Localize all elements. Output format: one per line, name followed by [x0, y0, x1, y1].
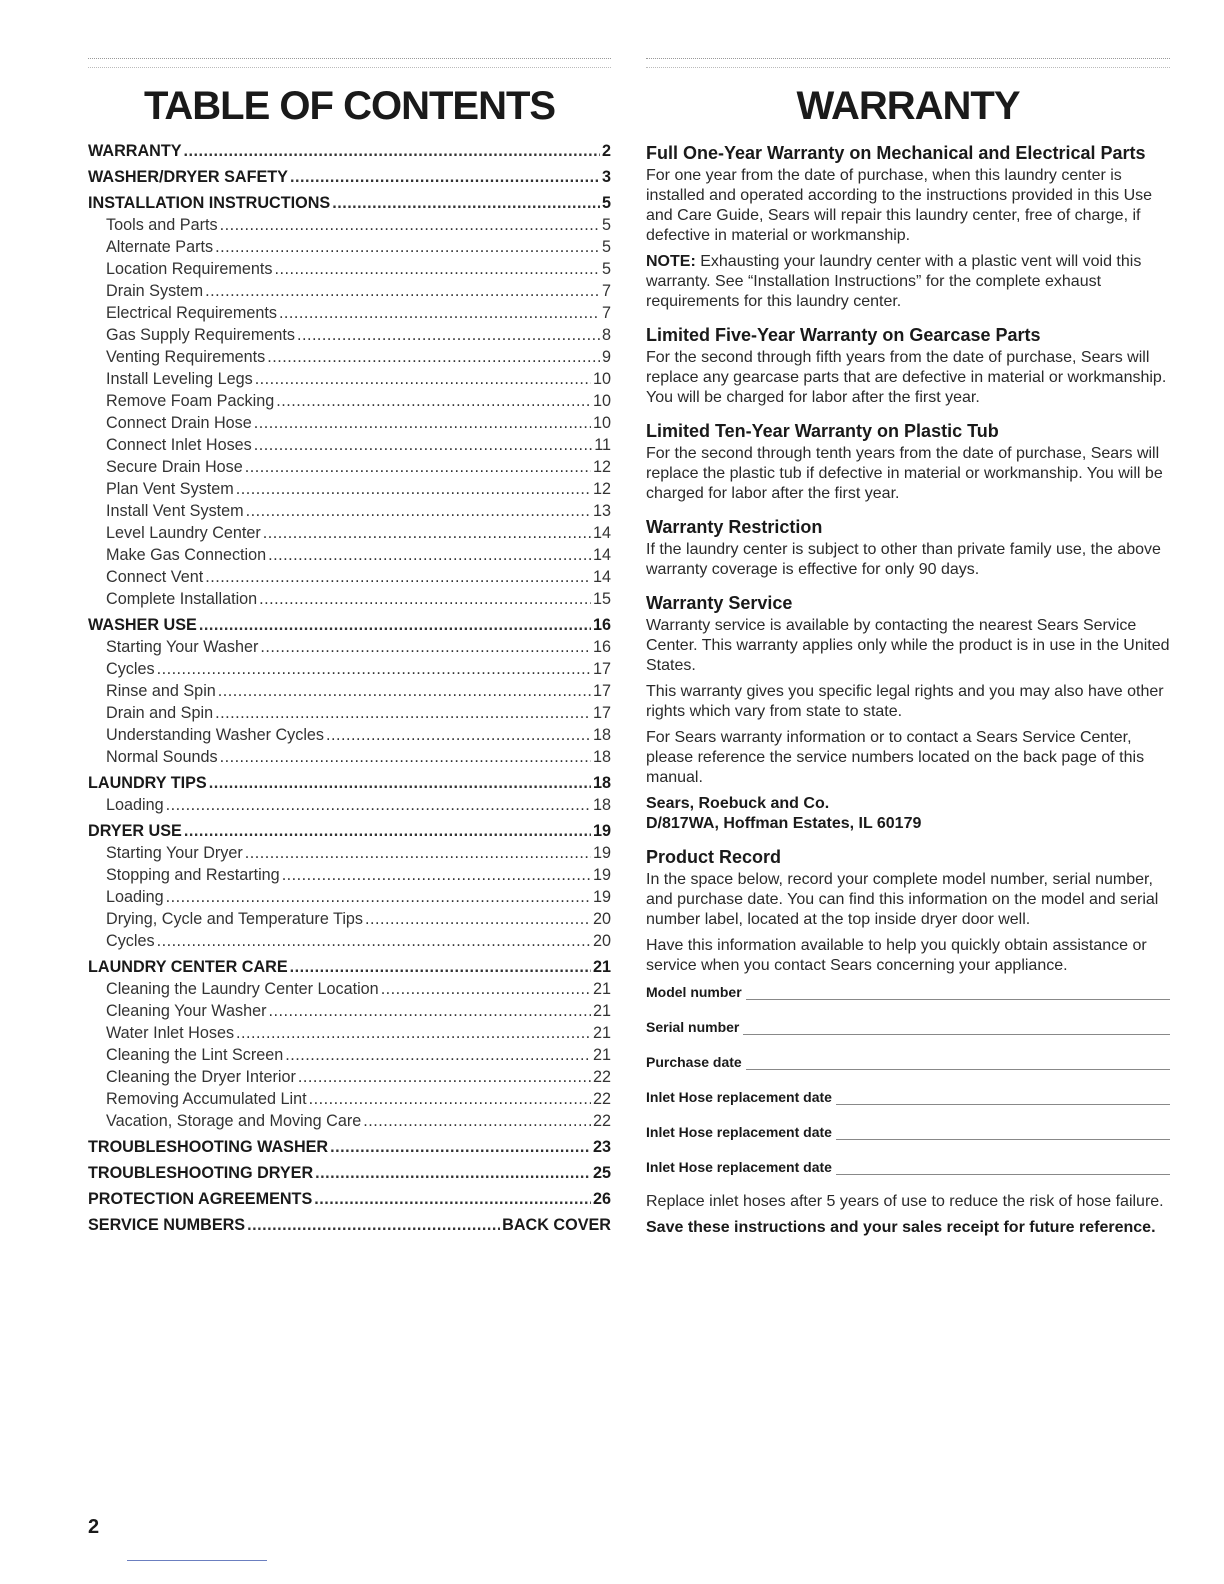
toc-leader-dots — [166, 794, 591, 816]
toc-entry-label: Drain System — [106, 282, 204, 300]
record-field-line[interactable] — [743, 1020, 1170, 1035]
toc-leader-dots — [268, 544, 591, 566]
toc-entry-label: Connect Drain Hose — [106, 414, 252, 432]
toc-entry[interactable] — [88, 636, 611, 658]
toc-leader-dots — [199, 614, 591, 636]
toc-entry-label: Install Vent System — [106, 502, 244, 520]
toc-entry-label: Gas Supply Requirements — [106, 326, 295, 344]
toc-entry-page: BACK COVER — [502, 1216, 611, 1234]
five-year-section — [646, 324, 1170, 408]
toc-entry-page: 8 — [601, 326, 611, 344]
toc-entry-label: Understanding Washer Cycles — [106, 726, 325, 744]
toc-entry-label: Level Laundry Center — [106, 524, 261, 542]
toc-entry-page: 18 — [592, 726, 611, 744]
toc-leader-dots — [332, 192, 600, 214]
toc-leader-dots — [184, 140, 600, 162]
record-field-purchase-date — [646, 1052, 1170, 1070]
record-field-label: Purchase date — [646, 1054, 742, 1070]
toc-entry-label: Location Requirements — [106, 260, 273, 278]
toc-leader-dots — [236, 1022, 591, 1044]
toc-entry-label: Stopping and Restarting — [106, 866, 280, 884]
toc-entry-page: 17 — [592, 704, 611, 722]
toc-entry-page: 19 — [592, 844, 611, 862]
toc-entry-label: Connect Vent — [106, 568, 204, 586]
service-text-3: For Sears warranty information or to contact a Sears Service Center, please reference the service numbers located on the back page of this manual. — [646, 729, 1145, 786]
toc-entry-label: Secure Drain Hose — [106, 458, 243, 476]
toc-entry-page: 21 — [592, 1024, 611, 1042]
toc-entry-label: Loading — [106, 888, 164, 906]
toc-entry-label: Electrical Requirements — [106, 304, 277, 322]
toc-entry[interactable] — [88, 1000, 611, 1022]
toc-entry[interactable] — [88, 166, 611, 188]
record-field-hose-date-2 — [646, 1122, 1170, 1140]
toc-entry-label: Make Gas Connection — [106, 546, 267, 564]
toc-entry-page: 12 — [592, 480, 611, 498]
record-field-line[interactable] — [836, 1125, 1170, 1140]
toc-leader-dots — [260, 636, 591, 658]
service-heading: Warranty Service — [646, 593, 793, 613]
toc-entry-label: Cleaning Your Washer — [106, 1002, 267, 1020]
toc-top-rule — [88, 58, 611, 68]
toc-leader-dots — [259, 588, 591, 610]
toc-entry-page: 13 — [592, 502, 611, 520]
toc-entry[interactable] — [88, 544, 611, 566]
toc-entry-page: 10 — [592, 414, 611, 432]
record-field-model — [646, 982, 1170, 1000]
toc-entry-page: 17 — [592, 682, 611, 700]
toc-entry-page: 5 — [601, 216, 611, 234]
toc-entry-page: 19 — [592, 888, 611, 906]
restriction-heading: Warranty Restriction — [646, 517, 823, 537]
ten-year-text: For the second through tenth years from the date of purchase, Sears will replace the plastic tub if defective in material or workmanship. You will be charged for labor after the first year. — [646, 445, 1163, 502]
toc-entry-page: 14 — [592, 524, 611, 542]
full-warranty-heading: Full One-Year Warranty on Mechanical and Electrical Parts — [646, 143, 1146, 163]
toc-entry-label: Venting Requirements — [106, 348, 266, 366]
toc-entry-page: 22 — [592, 1112, 611, 1130]
toc-entry-page: 23 — [592, 1138, 611, 1156]
record-field-label: Inlet Hose replacement date — [646, 1089, 832, 1105]
toc-entry[interactable] — [88, 1022, 611, 1044]
page-number: 2 — [88, 1516, 100, 1538]
service-text-1: Warranty service is available by contacting the nearest Sears Service Center. This warranty applies only while the product is in use in the United States. — [646, 617, 1170, 674]
toc-entry[interactable] — [88, 478, 611, 500]
toc-entry[interactable] — [88, 1066, 611, 1088]
toc-entry-label: Cycles — [106, 660, 155, 678]
toc-entry-label: Starting Your Washer — [106, 638, 259, 656]
toc-leader-dots — [215, 236, 600, 258]
toc-entry-page: 16 — [592, 638, 611, 656]
toc-entry[interactable] — [88, 434, 611, 456]
toc-entry[interactable] — [88, 772, 611, 794]
five-year-text: For the second through fifth years from the date of purchase, Sears will replace any gearcase parts that are defective in material or workmanship. You will be charged for labor after the first year. — [646, 349, 1167, 406]
toc-entry-page: 10 — [592, 392, 611, 410]
record-fields — [646, 982, 1170, 1175]
toc-leader-dots — [184, 820, 591, 842]
toc-entry-label: Complete Installation — [106, 590, 258, 608]
toc-entry-page: 20 — [592, 932, 611, 950]
warranty-top-rule — [646, 58, 1170, 68]
toc-entry[interactable] — [88, 1044, 611, 1066]
record-field-line[interactable] — [746, 1055, 1170, 1070]
toc-entry-page: 10 — [592, 370, 611, 388]
toc-entry[interactable] — [88, 324, 611, 346]
toc-entry-page: 15 — [592, 590, 611, 608]
toc-leader-dots — [247, 1214, 500, 1236]
toc-entry-page: 2 — [601, 142, 611, 160]
toc-entry-label: LAUNDRY CENTER CARE — [88, 958, 288, 976]
toc-entry[interactable] — [88, 724, 611, 746]
toc-entry-page: 7 — [601, 282, 611, 300]
toc-entry-page: 18 — [592, 796, 611, 814]
toc-leader-dots — [263, 522, 591, 544]
toc-entry-label: Normal Sounds — [106, 748, 218, 766]
toc-column — [88, 58, 611, 1236]
five-year-heading: Limited Five-Year Warranty on Gearcase Parts — [646, 325, 1041, 345]
toc-entry-label: Tools and Parts — [106, 216, 218, 234]
toc-entry-label: Install Leveling Legs — [106, 370, 253, 388]
toc-entry-label: Cleaning the Dryer Interior — [106, 1068, 296, 1086]
toc-entry[interactable] — [88, 886, 611, 908]
toc-entry-label: Plan Vent System — [106, 480, 234, 498]
warranty-title: WARRANTY — [796, 84, 1020, 128]
toc-entry-page: 19 — [592, 866, 611, 884]
toc-entry[interactable] — [88, 908, 611, 930]
toc-entry[interactable] — [88, 214, 611, 236]
record-field-label: Serial number — [646, 1019, 740, 1035]
toc-entry-label: Alternate Parts — [106, 238, 214, 256]
toc-entry[interactable] — [88, 978, 611, 1000]
toc-leader-dots — [209, 772, 591, 794]
toc-entry[interactable] — [88, 368, 611, 390]
toc-leader-dots — [298, 1066, 591, 1088]
toc-leader-dots — [220, 214, 600, 236]
toc-entry-page: 12 — [592, 458, 611, 476]
toc-entry-label: Rinse and Spin — [106, 682, 216, 700]
toc-entry-label: Removing Accumulated Lint — [106, 1090, 307, 1108]
record-field-hose-date-3 — [646, 1157, 1170, 1175]
replace-hoses-text: Replace inlet hoses after 5 years of use to reduce the risk of hose failure. — [646, 1193, 1164, 1210]
toc-entry[interactable] — [88, 614, 611, 636]
toc-entry-page: 7 — [601, 304, 611, 322]
toc-leader-dots — [236, 478, 591, 500]
toc-entry-page: 21 — [592, 980, 611, 998]
toc-entry-label: LAUNDRY TIPS — [88, 774, 207, 792]
record-field-serial — [646, 1017, 1170, 1035]
toc-entry-page: 21 — [592, 958, 611, 976]
full-warranty-note — [646, 252, 1170, 312]
toc-entry[interactable] — [88, 680, 611, 702]
toc-entry-page: 21 — [592, 1002, 611, 1020]
product-record-text-2: Have this information available to help you quickly obtain assistance or service when you contact Sears concerning your appliance. — [646, 937, 1147, 974]
full-warranty-section — [646, 142, 1170, 312]
toc-entry[interactable] — [88, 522, 611, 544]
toc-entry-page: 22 — [592, 1068, 611, 1086]
toc-leader-dots — [290, 166, 600, 188]
toc-entry-page: 22 — [592, 1090, 611, 1108]
toc-entry-page: 26 — [592, 1190, 611, 1208]
toc-entry-label: Drying, Cycle and Temperature Tips — [106, 910, 364, 928]
service-text-2: This warranty gives you specific legal rights and you may also have other rights which vary from state to state. — [646, 683, 1164, 720]
toc-entry-page: 14 — [592, 546, 611, 564]
toc-leader-dots — [330, 1136, 591, 1158]
toc-entry-label: Water Inlet Hoses — [106, 1024, 235, 1042]
bottom-rule — [127, 1560, 267, 1561]
toc-entry-page: 5 — [601, 238, 611, 256]
toc-leader-dots — [268, 1000, 591, 1022]
toc-leader-dots — [363, 1110, 591, 1132]
toc-entry[interactable] — [88, 1136, 611, 1158]
toc-entry-label: WASHER USE — [88, 616, 197, 634]
toc-entry-label: PROTECTION AGREEMENTS — [88, 1190, 313, 1208]
toc-leader-dots — [205, 280, 600, 302]
toc-entry-label: Cycles — [106, 932, 155, 950]
toc-entry[interactable] — [88, 140, 611, 162]
toc-leader-dots — [297, 324, 600, 346]
toc-leader-dots — [157, 658, 591, 680]
toc-leader-dots — [218, 680, 591, 702]
toc-leader-dots — [205, 566, 591, 588]
toc-leader-dots — [267, 346, 600, 368]
toc-entry-page: 18 — [592, 748, 611, 766]
toc-entry-page: 5 — [601, 260, 611, 278]
toc-entry-label: WARRANTY — [88, 142, 182, 160]
save-instructions-text: Save these instructions and your sales receipt for future reference. — [646, 1219, 1156, 1236]
toc-entry[interactable] — [88, 1188, 611, 1210]
toc-entry[interactable] — [88, 236, 611, 258]
toc-entry-page: 11 — [594, 436, 611, 454]
toc-entry-page: 14 — [592, 568, 611, 586]
toc-leader-dots — [276, 390, 591, 412]
toc-entry-page: 17 — [592, 660, 611, 678]
toc-leader-dots — [157, 930, 591, 952]
product-record-section — [646, 846, 1170, 1238]
toc-entry[interactable] — [88, 956, 611, 978]
toc-entry-page: 16 — [592, 616, 611, 634]
restriction-text: If the laundry center is subject to other than private family use, the above warranty coverage is effective for only 90 days. — [646, 541, 1161, 578]
toc-entry[interactable] — [88, 302, 611, 324]
service-section — [646, 592, 1170, 834]
toc-leader-dots — [381, 978, 591, 1000]
toc-entry-label: Cleaning the Laundry Center Location — [106, 980, 379, 998]
toc-entry[interactable] — [88, 390, 611, 412]
toc-entry[interactable] — [88, 1162, 611, 1184]
toc-entry[interactable] — [88, 702, 611, 724]
toc-entry[interactable] — [88, 412, 611, 434]
toc-entry-page: 3 — [601, 168, 611, 186]
toc-entry[interactable] — [88, 1110, 611, 1132]
toc-leader-dots — [215, 702, 591, 724]
toc-leader-dots — [166, 886, 591, 908]
toc-entry-label: Cleaning the Lint Screen — [106, 1046, 284, 1064]
toc-entry[interactable] — [88, 258, 611, 280]
toc-entry-label: Connect Inlet Hoses — [106, 436, 252, 454]
toc-entry-label: INSTALLATION INSTRUCTIONS — [88, 194, 331, 212]
sears-address-line-1: Sears, Roebuck and Co. — [646, 795, 830, 812]
toc-entry-label: TROUBLESHOOTING DRYER — [88, 1164, 314, 1182]
toc-leader-dots — [254, 434, 592, 456]
toc-entry[interactable] — [88, 346, 611, 368]
full-warranty-text: For one year from the date of purchase, when this laundry center is installed and operated according to the instructions provided in this Use and Care Guide, Sears will repair this laundry center, free of charge, if defective in material or workmanship. — [646, 167, 1153, 244]
ten-year-section — [646, 420, 1170, 504]
toc-entry[interactable] — [88, 280, 611, 302]
toc-leader-dots — [279, 302, 600, 324]
toc-entry-page: 18 — [592, 774, 611, 792]
toc-leader-dots — [285, 1044, 591, 1066]
toc-entry-label: Drain and Spin — [106, 704, 214, 722]
toc-leader-dots — [365, 908, 591, 930]
toc-entry[interactable] — [88, 658, 611, 680]
toc-title: TABLE OF CONTENTS — [143, 84, 556, 128]
toc-entry[interactable] — [88, 456, 611, 478]
toc-entry-label: Loading — [106, 796, 164, 814]
toc-leader-dots — [274, 258, 600, 280]
toc-entry-page: 21 — [592, 1046, 611, 1064]
note-text: Exhausting your laundry center with a plastic vent will void this warranty. See “Installation Instructions” for the complete exhaust requirements for this laundry center. — [646, 253, 1142, 310]
toc-list — [88, 140, 611, 1236]
toc-leader-dots — [290, 956, 591, 978]
record-field-label: Inlet Hose replacement date — [646, 1124, 832, 1140]
toc-leader-dots — [254, 412, 591, 434]
toc-leader-dots — [314, 1188, 591, 1210]
toc-leader-dots — [255, 368, 591, 390]
toc-entry-label: Starting Your Dryer — [106, 844, 243, 862]
toc-entry-label: WASHER/DRYER SAFETY — [88, 168, 288, 186]
toc-entry[interactable] — [88, 820, 611, 842]
toc-entry-page: 9 — [601, 348, 611, 366]
toc-leader-dots — [246, 500, 591, 522]
toc-entry[interactable] — [88, 588, 611, 610]
toc-entry[interactable] — [88, 1214, 611, 1236]
toc-entry-label: TROUBLESHOOTING WASHER — [88, 1138, 329, 1156]
toc-leader-dots — [245, 456, 591, 478]
product-record-text-1: In the space below, record your complete model number, serial number, and purchase date. You can find this information on the model and serial number label, located at the top inside dryer door well. — [646, 871, 1159, 928]
toc-leader-dots — [315, 1162, 591, 1184]
toc-entry-page: 5 — [601, 194, 611, 212]
toc-entry-page: 20 — [592, 910, 611, 928]
toc-leader-dots — [220, 746, 591, 768]
toc-entry-label: SERVICE NUMBERS — [88, 1216, 246, 1234]
toc-entry[interactable] — [88, 746, 611, 768]
record-field-hose-date-1 — [646, 1087, 1170, 1105]
record-field-label: Model number — [646, 984, 742, 1000]
toc-entry[interactable] — [88, 864, 611, 886]
toc-entry[interactable] — [88, 192, 611, 214]
toc-entry[interactable] — [88, 930, 611, 952]
toc-entry-label: Remove Foam Packing — [106, 392, 275, 410]
toc-entry-page: 19 — [592, 822, 611, 840]
toc-leader-dots — [326, 724, 591, 746]
toc-entry[interactable] — [88, 566, 611, 588]
toc-entry[interactable] — [88, 794, 611, 816]
toc-entry[interactable] — [88, 842, 611, 864]
toc-entry[interactable] — [88, 500, 611, 522]
toc-leader-dots — [282, 864, 591, 886]
restriction-section — [646, 516, 1170, 580]
record-field-line[interactable] — [836, 1090, 1170, 1105]
record-field-line[interactable] — [836, 1160, 1170, 1175]
record-field-label: Inlet Hose replacement date — [646, 1159, 832, 1175]
product-record-heading: Product Record — [646, 847, 782, 867]
ten-year-heading: Limited Ten-Year Warranty on Plastic Tub — [646, 421, 999, 441]
toc-entry-page: 25 — [592, 1164, 611, 1182]
toc-entry-label: DRYER USE — [88, 822, 182, 840]
sears-address-line-2: D/817WA, Hoffman Estates, IL 60179 — [646, 815, 922, 832]
toc-leader-dots — [245, 842, 591, 864]
record-field-line[interactable] — [746, 985, 1170, 1000]
warranty-column — [646, 58, 1170, 1250]
toc-entry[interactable] — [88, 1088, 611, 1110]
note-label: NOTE: — [646, 253, 696, 270]
toc-leader-dots — [309, 1088, 591, 1110]
toc-entry-label: Vacation, Storage and Moving Care — [106, 1112, 362, 1130]
